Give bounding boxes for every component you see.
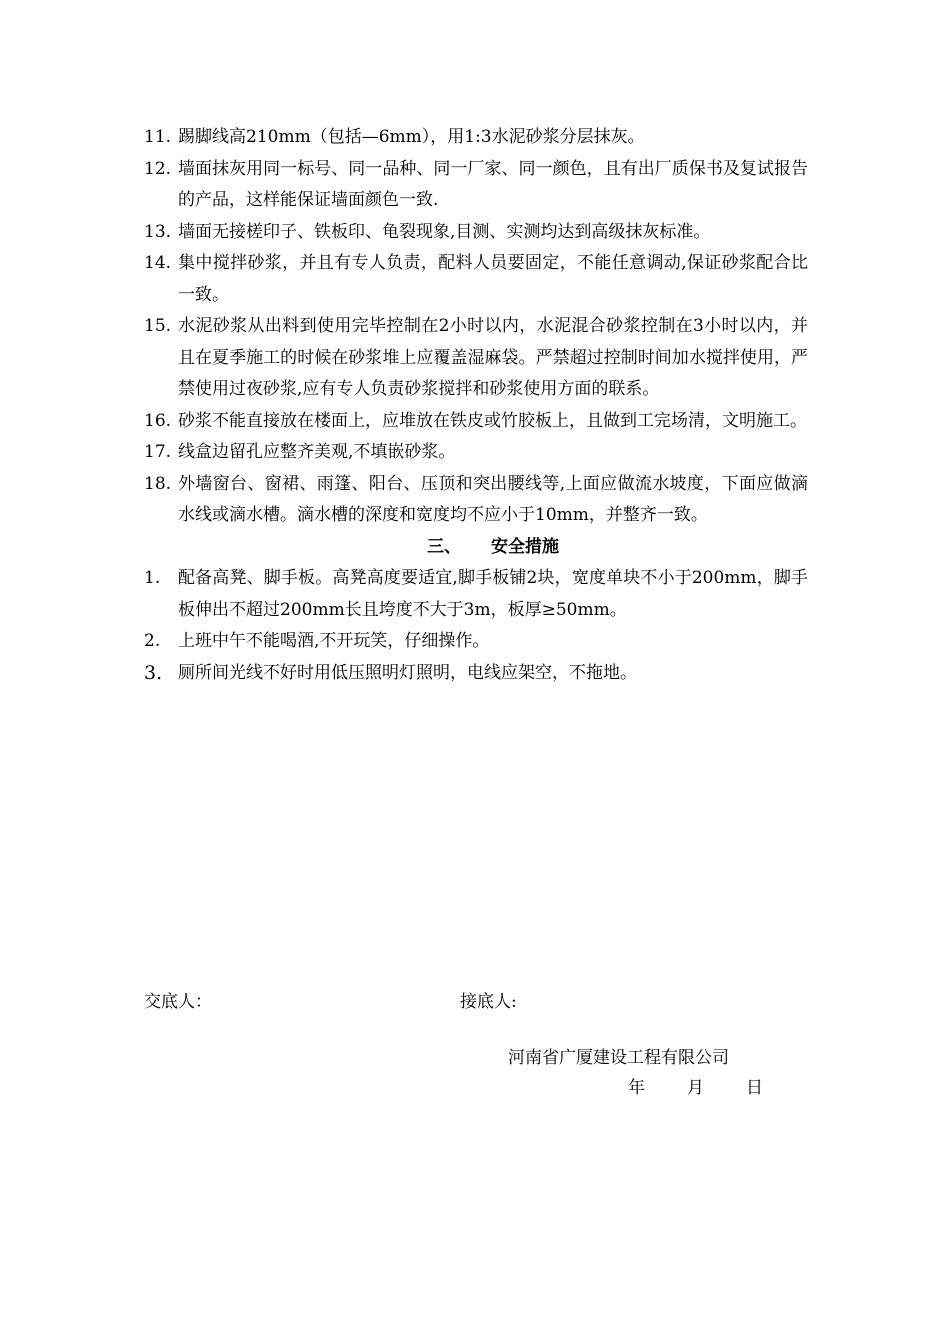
date-year: 年 (628, 1078, 645, 1098)
item-text: 集中搅拌砂浆，并且有专人负责，配料人员要固定，不能任意调动,保证砂浆配合比一致。 (178, 253, 808, 305)
section-heading (144, 532, 808, 564)
list-item (144, 406, 808, 438)
date-month: 月 (687, 1078, 704, 1098)
item-text: 上班中午不能喝酒,不开玩笑，仔细操作。 (178, 631, 490, 651)
item-number: 11. (144, 127, 172, 147)
list-item (144, 217, 808, 249)
item-number: 17. (144, 442, 172, 462)
date-day: 日 (746, 1078, 763, 1098)
company-name: 河南省广厦建设工程有限公司 (508, 1048, 729, 1068)
list-item (144, 626, 808, 658)
item-text: 配备高凳、脚手板。高凳高度要适宜,脚手板铺2块，宽度单块不小于200mm，脚手板伸出不超过200mm长且垮度不大于3m，板厚≥50mm。 (178, 568, 808, 620)
section-number: 三、 (427, 536, 461, 557)
item-number: 2. (144, 631, 161, 651)
list-item (144, 122, 808, 154)
item-text: 外墙窗台、窗裙、雨篷、阳台、压顶和突出腰线等,上面应做流水坡度，下面应做滴水线或滴水槽。滴水槽的深度和宽度均不应小于10mm，并整齐一致。 (178, 473, 808, 525)
item-number: 3. (144, 661, 163, 684)
list-item (144, 469, 808, 532)
item-number: 15. (144, 316, 172, 336)
item-text: 砂浆不能直接放在楼面上，应堆放在铁皮或竹胶板上，且做到工完场清，文明施工。 (178, 410, 807, 431)
list-item (144, 437, 808, 469)
item-number: 12. (144, 158, 172, 179)
item-text: 墙面无接槎印子、铁板印、龟裂现象,目测、实测均达到高级抹灰标准。 (178, 221, 711, 242)
item-text: 线盒边留孔应整齐美观,不填嵌砂浆。 (178, 442, 456, 462)
list-item (144, 154, 808, 217)
receiver-person-label: 接底人: (460, 992, 517, 1012)
section-title: 安全措施 (491, 536, 559, 557)
item-text: 墙面抹灰用同一标号、同一品种、同一厂家、同一颜色，且有出厂质保书及复试报告的产品，这样能保证墙面颜色一致. (178, 158, 808, 210)
item-text: 厕所间光线不好时用低压照明灯照明，电线应架空，不拖地。 (178, 662, 637, 683)
item-text: 水泥砂浆从出料到使用完毕控制在2小时以内，水泥混合砂浆控制在3小时以内，并且在夏季施工的时候在砂浆堆上应覆盖湿麻袋。严禁超过控制时间加水搅拌使用，严禁使用过夜砂浆,应有专人负责砂浆搅拌和砂浆使用方面的联系。 (178, 316, 808, 399)
date-line (628, 1076, 763, 1100)
content-list (144, 122, 808, 689)
list-item (144, 311, 808, 406)
item-text: 踢脚线高210mm（包括—6mm），用1:3水泥砂浆分层抹灰。 (178, 127, 645, 147)
handover-person-label: 交底人： (144, 992, 212, 1012)
list-item (144, 658, 808, 690)
item-number: 18. (144, 473, 172, 494)
item-number: 16. (144, 410, 172, 431)
list-item (144, 563, 808, 626)
list-item (144, 248, 808, 311)
item-number: 13. (144, 221, 172, 242)
item-number: 1. (144, 568, 161, 588)
item-number: 14. (144, 253, 172, 273)
